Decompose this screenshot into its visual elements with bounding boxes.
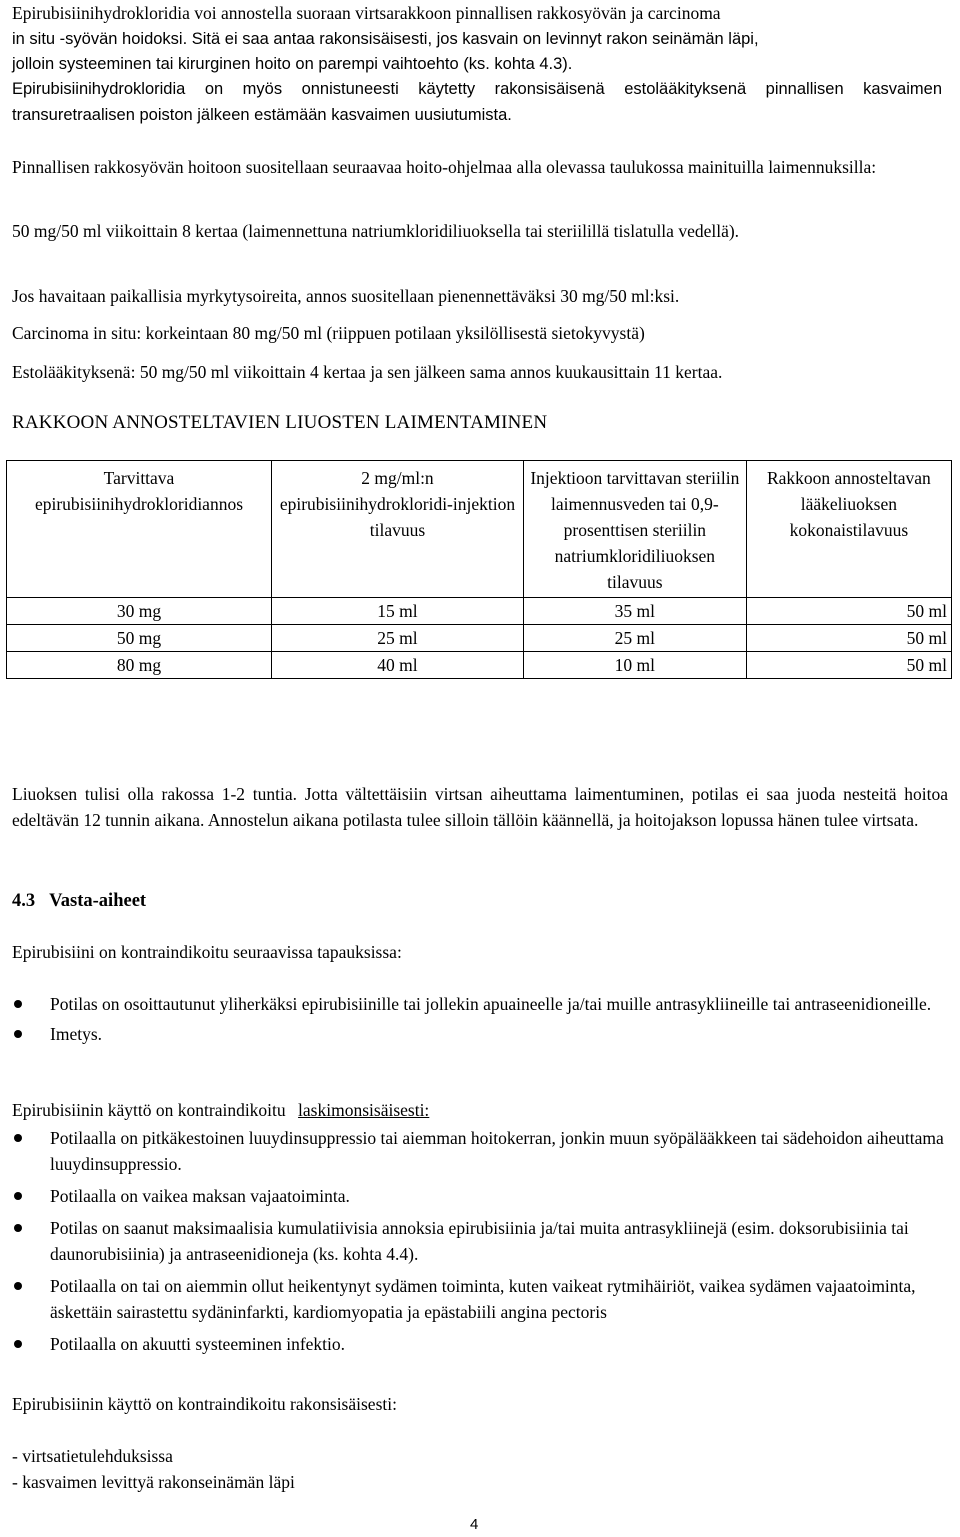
regimen-paragraph: Pinnallisen rakkosyövän hoitoon suositellaan seuraavaa hoito-ohjelmaa alla olevassa taulukossa mainituilla laimennuksilla: — [12, 157, 877, 177]
instillation-paragraph: Liuoksen tulisi olla rakossa 1-2 tuntia. Jotta vältettäisiin virtsan aiheuttama laimentuminen, potilas ei saa juoda nesteitä hoitoa edeltävän 12 tunnin aikana. Annostelun aikana potilasta tulee silloin tällöin käännellä, ja hoitojakson lopussa hänen tulee virtsata. — [12, 784, 948, 830]
table-cell: 15 ml — [271, 598, 523, 625]
intro-paragraph-prophylaxis: Epirubisiinihydrokloridia on myös onnistuneesti käytetty rakonsisäisenä estolääkityksenä pinnallisen kasvaimen transuretraalisen poiston jälkeen estämään kasvaimen uusiutumista. — [12, 80, 942, 124]
list-item — [12, 1183, 948, 1209]
bullet-icon — [14, 1000, 22, 1008]
iv-contraindication-intro — [12, 1097, 429, 1123]
list-item — [12, 1125, 948, 1177]
list-item-text: Imetys. — [50, 1024, 103, 1044]
table-row — [7, 625, 952, 652]
table-cell: 30 mg — [7, 598, 272, 625]
table-header-cell: 2 mg/ml:n epirubisiinihydrokloridi-injektion tilavuus — [271, 461, 523, 598]
list-item-text: Potilas on osoittautunut yliherkäksi epirubisiinille tai jollekin apuaineelle ja/tai muille antrasykliineille tai antraseenidioneille. — [50, 994, 932, 1014]
intravesical-item: - kasvaimen levittyä rakonseinämän läpi — [12, 1472, 295, 1492]
iv-prefix: Epirubisiinin käyttö on kontraindikoitu — [12, 1100, 286, 1120]
cis-paragraph: Carcinoma in situ: korkeintaan 80 mg/50 ml (riippuen potilaan yksilöllisestä sietokyvystä) — [12, 323, 645, 343]
prophylaxis-dose-paragraph: Estolääkityksenä: 50 mg/50 ml viikoittain 4 kertaa ja sen jälkeen sama annos kuukausittain 11 kertaa. — [12, 362, 723, 382]
table-cell: 80 mg — [7, 652, 272, 679]
list-item-text: Potilaalla on akuutti systeeminen infektio. — [50, 1334, 346, 1354]
table-cell: 50 ml — [746, 598, 951, 625]
table-cell: 35 ml — [523, 598, 746, 625]
table-header-row — [7, 461, 952, 598]
section-title: Vasta-aiheet — [49, 891, 147, 911]
page-number: 4 — [470, 1516, 479, 1533]
list-item — [12, 991, 948, 1017]
list-item-text: Potilaalla on tai on aiemmin ollut heikentynyt sydämen toiminta, kuten vaikeat rytmihäiriöt, vaikea sydämen vajaatoiminta, äskettäin sairastettu sydäninfarkti, kardiomyopatia ja epästabiili angina pectoris — [50, 1276, 916, 1322]
list-item — [12, 1331, 948, 1357]
bullet-icon — [14, 1224, 22, 1232]
table-cell: 40 ml — [271, 652, 523, 679]
bullet-icon — [14, 1192, 22, 1200]
table-cell: 50 mg — [7, 625, 272, 652]
list-item-text: Potilas on saanut maksimaalisia kumulatiivisia annoksia epirubisiinia ja/tai muita antrasykliinejä (esim. doksorubisiinia tai daunorubisiinia) ja antraseenidioneja (ks. kohta 4.4). — [50, 1218, 909, 1264]
table-cell: 50 ml — [746, 652, 951, 679]
table-cell: 25 ml — [523, 625, 746, 652]
list-item — [12, 1273, 948, 1325]
contraindication-intro: Epirubisiini on kontraindikoitu seuraavissa tapauksissa: — [12, 942, 402, 962]
bullet-icon — [14, 1340, 22, 1348]
section-number: 4.3 — [12, 891, 36, 911]
list-item-text: Potilaalla on pitkäkestoinen luuydinsuppressio tai aiemman hoitokerran, jonkin muun syöpälääkkeen tai sädehoidon aiheuttama luuydinsuppressio. — [50, 1128, 944, 1174]
section-heading — [12, 887, 146, 914]
iv-contraindication-list — [12, 1125, 948, 1361]
table-cell: 10 ml — [523, 652, 746, 679]
table-header-cell: Rakkoon annosteltavan lääkeliuoksen kokonaistilavuus — [746, 461, 951, 598]
table-header-cell: Injektioon tarvittavan steriilin laimennusveden tai 0,9-prosenttisen steriilin natriumkloridiliuoksen tilavuus — [523, 461, 746, 598]
dilution-table — [6, 460, 952, 679]
intro-line-2: in situ -syövän hoidoksi. Sitä ei saa antaa rakonsisäisesti, jos kasvain on levinnyt rakon seinämän läpi, — [12, 30, 759, 48]
table-row — [7, 652, 952, 679]
intravesical-contraindication-intro: Epirubisiinin käyttö on kontraindikoitu rakonsisäisesti: — [12, 1394, 397, 1414]
bullet-icon — [14, 1282, 22, 1290]
table-cell: 50 ml — [746, 625, 951, 652]
intro-line-3: jolloin systeeminen tai kirurginen hoito on parempi vaihtoehto (ks. kohta 4.3). — [12, 55, 573, 73]
toxicity-paragraph: Jos havaitaan paikallisia myrkytysoireita, annos suositellaan pienennettäväksi 30 mg/50 ml:ksi. — [12, 286, 680, 306]
bullet-icon — [14, 1030, 22, 1038]
table-header-cell: Tarvittava epirubisiinihydrokloridiannos — [7, 461, 272, 598]
iv-route: laskimonsisäisesti: — [298, 1100, 430, 1120]
table-title: RAKKOON ANNOSTELTAVIEN LIUOSTEN LAIMENTAMINEN — [12, 412, 548, 433]
intravesical-item: - virtsatietulehduksissa — [12, 1446, 173, 1466]
list-item — [12, 1215, 948, 1267]
list-item-text: Potilaalla on vaikea maksan vajaatoiminta. — [50, 1186, 350, 1206]
contraindication-list — [12, 991, 948, 1051]
bullet-icon — [14, 1134, 22, 1142]
table-cell: 25 ml — [271, 625, 523, 652]
table-row — [7, 598, 952, 625]
list-item — [12, 1021, 948, 1047]
intro-line-1: Epirubisiinihydrokloridia voi annostella suoraan virtsarakkoon pinnallisen rakkosyövän ja carcinoma — [12, 3, 721, 23]
weekly-dose-paragraph: 50 mg/50 ml viikoittain 8 kertaa (laimennettuna natriumkloridiliuoksella tai steriilillä tislatulla vedellä). — [12, 221, 740, 241]
